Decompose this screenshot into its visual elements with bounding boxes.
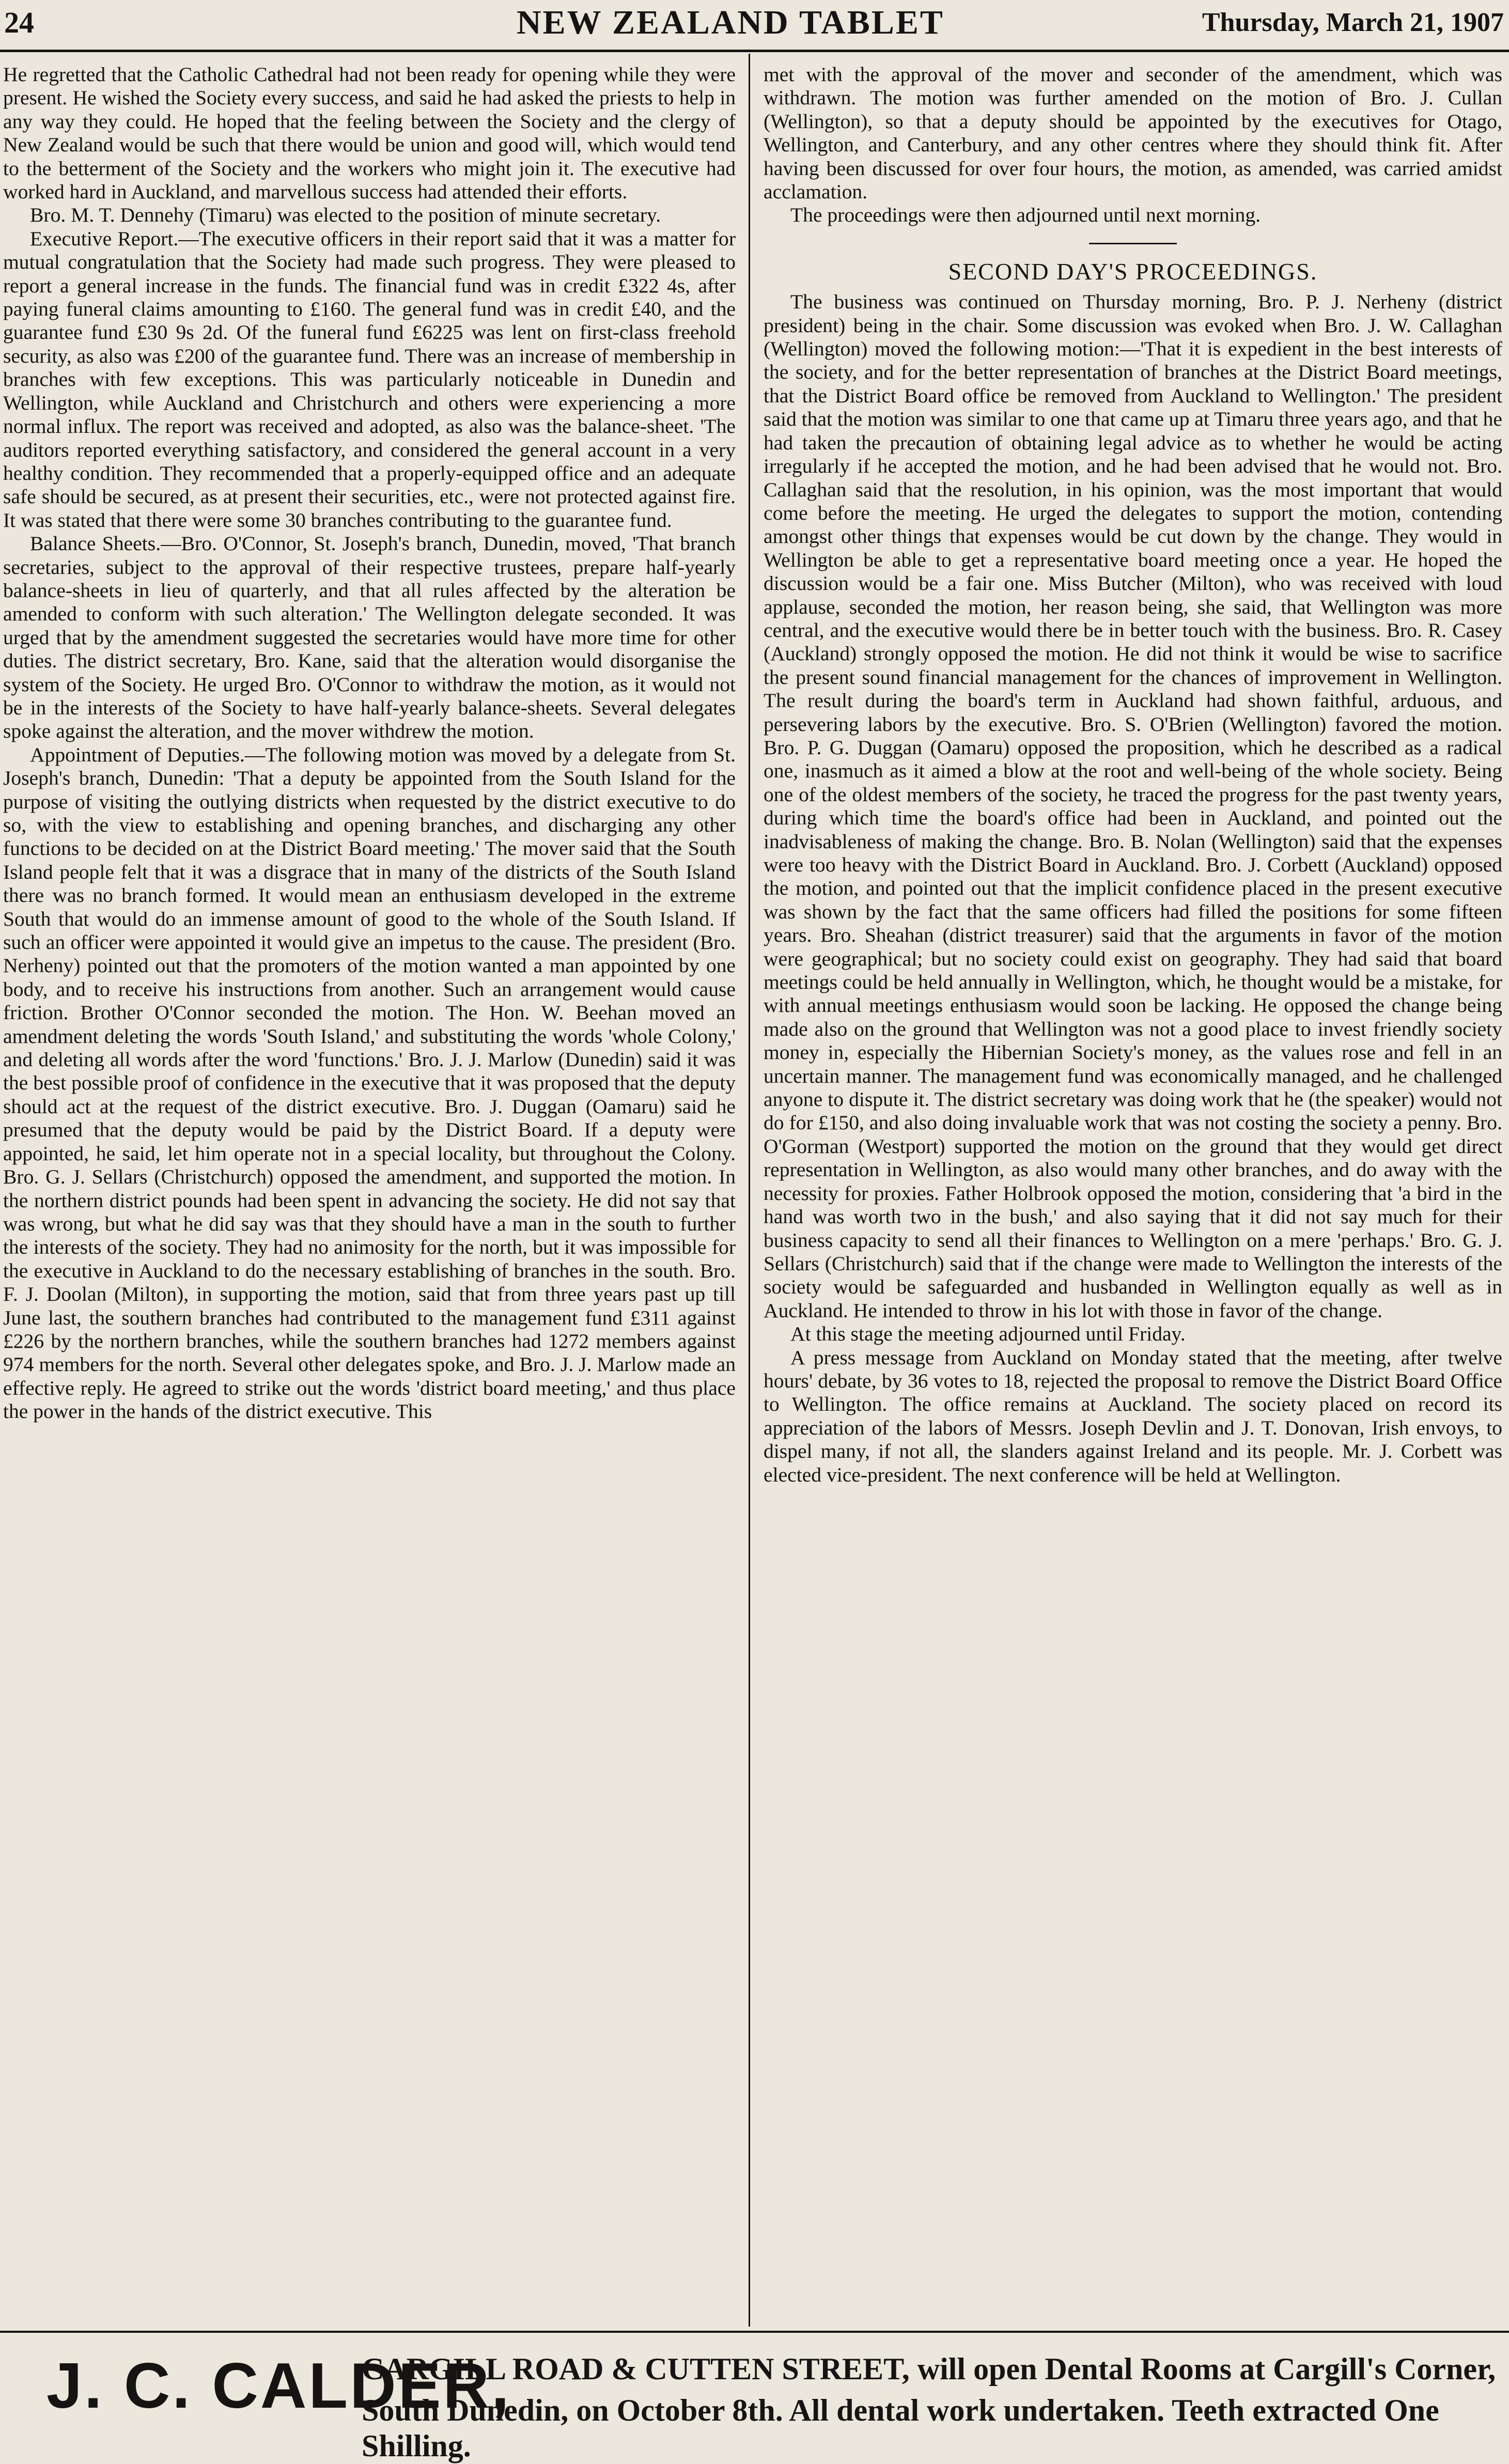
- advertiser-name: J. C. CALDER,: [46, 2350, 511, 2422]
- article-paragraph: Bro. M. T. Dennehy (Timaru) was elected to the position of minute secretary.: [30, 204, 661, 227]
- section-rule: [1089, 243, 1177, 244]
- article-paragraph: At this stage the meeting adjourned until Friday.: [790, 1322, 1186, 1346]
- advertisement-line: South Dunedin, on October 8th. All dental work undertaken. Teeth extracted One Shilling.: [362, 2393, 1439, 2463]
- article-paragraph: The proceedings were then adjourned until next morning.: [790, 204, 1261, 227]
- section-heading: SECOND DAY'S PROCEEDINGS.: [948, 258, 1318, 285]
- column-divider: [749, 54, 750, 2327]
- masthead-title: NEW ZEALAND TABLET: [517, 4, 944, 41]
- article-paragraph: A press message from Auckland on Monday stated that the meeting, after twelve hours' debate, by 36 votes to 18, rejected the proposal to remove the District Board Office to Wellington. The office remains at Auckland. The society placed on record its appreciation of the labors of Messrs. Joseph Devlin and J. T. Donovan, Irish envoys, to dispel many, if not all, the slanders against Ireland and its people. Mr. J. Corbett was elected vice-president. The next conference will be held at Wellington.: [764, 1346, 1502, 1486]
- article-paragraph: Executive Report.—The executive officers in their report said that it was a matter for mutual congratulation that the Society had made such progress. They were pleased to report a general increase in the funds. The financial fund was in credit £322 4s, after paying funeral claims amounting to £160. The general fund was in credit £40, and the guarantee fund £30 9s 2d. Of the funeral fund £6225 was lent on first-class freehold security, as also was £200 of the guarantee fund. There was an increase of membership in branches with few exceptions. This was particularly noticeable in Dunedin and Wellington, while Auckland and Christchurch and others were experiencing a more normal influx. The report was received and adopted, as also was the balance-sheet. 'The auditors reported everything satisfactory, and considered the general account in a very healthy condition. They recommended that a properly-equipped office and an adequate safe should be secured, as at present their securities, etc., were not protected against fire. It was stated that there were some 30 branches contributing to the guarantee fund.: [3, 227, 736, 532]
- article-paragraph: The business was continued on Thursday morning, Bro. P. J. Nerheny (district president) being in the chair. Some discussion was evoked when Bro. J. W. Callaghan (Wellington) moved the following motion:—'That it is expedient in the best interests of the society, and for the better representation of branches at the District Board meetings, that the District Board office be removed from Auckland to Wellington.' The president said that the motion was similar to one that came up at Timaru three years ago, and that he had taken the precaution of obtaining legal advice as to whether he would be acting irregularly if he accepted the motion, and he had been advised that he would not. Bro. Callaghan said that the resolution, in his opinion, was the most important that would come before the meeting. He urged the delegates to support the motion, contending amongst other things that expenses would be cut down by the change. They would in Wellington be able to get a representative board meeting once a year. He hoped the discussion would be a fair one. Miss Butcher (Milton), who was received with loud applause, seconded the motion, her reason being, she said, that Wellington was more central, and the executive would there be in better touch with the business. Bro. R. Casey (Auckland) strongly opposed the motion. He did not think it would be wise to sacrifice the present sound financial management for the chances of improvement in Wellington. The result during the board's term in Auckland had shown faithful, arduous, and persevering labors by the executive. Bro. S. O'Brien (Wellington) favored the motion. Bro. P. G. Duggan (Oamaru) opposed the proposition, which he described as a radical one, inasmuch as it aimed a blow at the root and well-being of the whole society. Being one of the oldest members of the society, he traced the progress for the past twenty years, during which time the board's office had been in Auckland, and pointed out the inadvisableness of making the change. Bro. B. Nolan (Wellington) said that the expenses were too heavy with the District Board in Auckland. Bro. J. Corbett (Auckland) opposed the motion, and pointed out that the implicit confidence placed in the present executive was shown by the fact that the same officers had filled the positions for some fifteen years. Bro. Sheahan (district treasurer) said that the arguments in favor of the motion were geographical; but no society could exist on geography. They had said that board meetings could be held annually in Wellington, which, he thought would be a mistake, for with annual meetings enthusiasm would soon be lacking. He opposed the change being made also on the ground that Wellington was not a good place to invest friendly society money in, especially the Hibernian Society's money, as the values rose and fell in an uncertain manner. The management fund was economically managed, and he challenged anyone to dispute it. The district secretary was doing work that he (the speaker) would not do for £150, and also doing invaluable work that was not costing the society a penny. Bro. O'Gorman (Westport) supported the motion on the ground that they would get direct representation in Wellington, as also would many other branches, and do away with the necessity for proxies. Father Holbrook opposed the motion, considering that 'a bird in the hand was worth two in the bush,' and also saying that it did not say much for their business capacity to send all their finances to Wellington on a mere 'perhaps.' Bro. G. J. Sellars (Christchurch) said that if the change were made to Wellington the interests of the society would be safeguarded and husbanded in Wellington equally as well as in Auckland. He intended to throw in his lot with those in favor of the change.: [764, 290, 1502, 1322]
- page-number: 24: [4, 6, 34, 39]
- article-paragraph: Appointment of Deputies.—The following motion was moved by a delegate from St. Joseph's branch, Dunedin: 'That a deputy be appointed from the South Island for the purpose of visiting the outlying districts when requested by the district executive to do so, with the view to establishing and opening branches, and discharging any other functions to be decided on at the District Board meeting.' The mover said that the South Island people felt that it was a disgrace that in many of the districts of the South Island there was no branch formed. It would mean an enthusiasm developed in the extreme South that would do an immense amount of good to the whole of the South Island. If such an officer were appointed it would give an impetus to the cause. The president (Bro. Nerheny) pointed out that the promoters of the motion wanted a man appointed by one body, and to receive his instructions from another. Such an arrangement would cause friction. Brother O'Connor seconded the motion. The Hon. W. Beehan moved an amendment deleting the words 'South Island,' and substituting the words 'whole Colony,' and deleting all words after the word 'functions.' Bro. J. J. Marlow (Dunedin) said it was the best possible proof of confidence in the executive that it was proposed that the deputy should act at the request of the district executive. Bro. J. Duggan (Oamaru) said he presumed that the deputy would be paid by the District Board. If a deputy were appointed, he said, let him operate not in a special locality, but throughout the Colony. Bro. G. J. Sellars (Christchurch) opposed the amendment, and supported the motion. In the northern district pounds had been spent in advancing the society. He did not say that was wrong, but what he did say was that they should have a man in the south to further the interests of the society. They had no animosity for the north, but it was impossible for the executive in Auckland to do the necessary establishing of branches in the south. Bro. F. J. Doolan (Milton), in supporting the motion, said that from three years past up till June last, the southern branches had contributed to the management fund £311 against £226 by the northern branches, while the southern branches had 1272 members against 974 members for the north. Several other delegates spoke, and Bro. J. J. Marlow made an effective reply. He agreed to strike out the words 'district board meeting,' and thus place the power in the hands of the district executive. This: [3, 743, 736, 1423]
- header-rule: [0, 50, 1509, 52]
- article-paragraph: He regretted that the Catholic Cathedral had not been ready for opening while they were present. He wished the Society every success, and said he had asked the priests to help in any way they could. He hoped that the feeling between the Society and the clergy of New Zealand would be such that there would be union and good will, which would tend to the betterment of the Society and the workers who might join it. The executive had worked hard in Auckland, and marvellous success had attended their efforts.: [3, 63, 736, 204]
- page-header: [0, 3, 1509, 46]
- advertisement: [0, 2340, 1509, 2463]
- advertisement-rule: [0, 2331, 1509, 2333]
- article-paragraph: Balance Sheets.—Bro. O'Connor, St. Joseph's branch, Dunedin, moved, 'That branch secretaries, subject to the approval of their respective trustees, prepare half-yearly balance-sheets in lieu of quarterly, and that all rules affected by the alteration be amended to conform with such alteration.' The Wellington delegate seconded. It was urged that by the amendment suggested the secretaries would have more time for other duties. The district secretary, Bro. Kane, said that the alteration would disorganise the system of the Society. He urged Bro. O'Connor to withdraw the motion, as it would not be in the interests of the Society to have half-yearly balance-sheets. Several delegates spoke against the alteration, and the mover withdrew the motion.: [3, 532, 736, 743]
- left-column: [3, 63, 736, 1424]
- advertisement-line: CARGILL ROAD & CUTTEN STREET, will open Dental Rooms at Cargill's Corner,: [362, 2352, 1496, 2386]
- right-column: [764, 63, 1502, 1487]
- article-paragraph: met with the approval of the mover and seconder of the amendment, which was withdrawn. The motion was further amended on the motion of Bro. J. Cullan (Wellington), so that a deputy should be appointed by the executives for Otago, Wellington, and Canterbury, and any other centres where they should think fit. After having been discussed for over four hours, the motion, as amended, was carried amidst acclamation.: [764, 63, 1502, 204]
- issue-date: Thursday, March 21, 1907: [1202, 8, 1504, 37]
